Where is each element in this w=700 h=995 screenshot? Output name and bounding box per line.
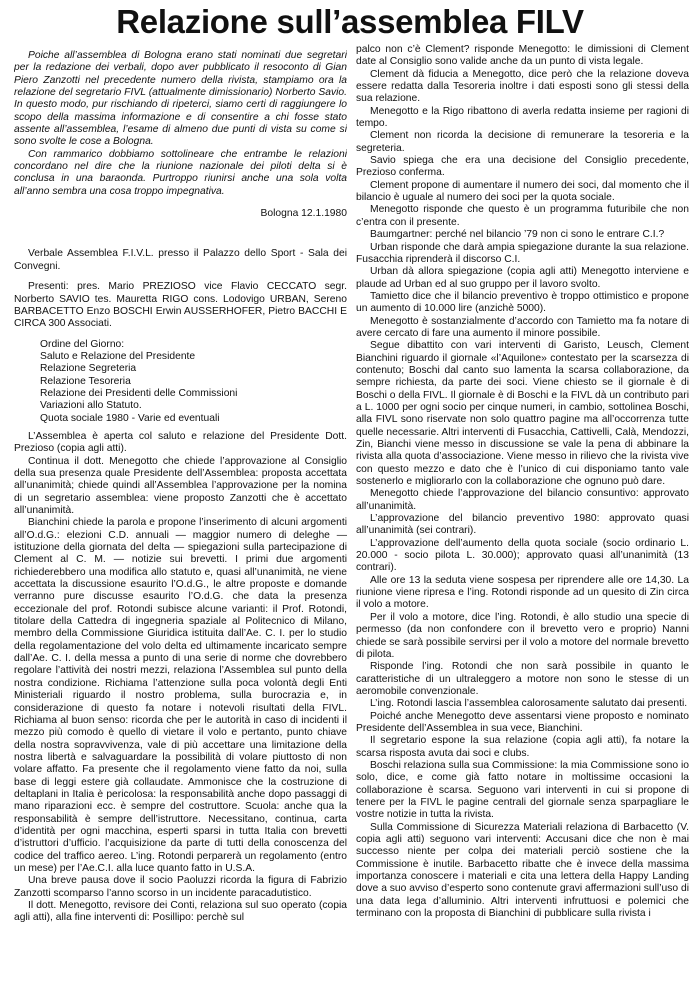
body-paragraph: Il dott. Menegotto, revisore dei Conti, relaziona sul suo operato (copia agli atti), alla fine interventi di: Posillipo: perchè sul <box>14 900 347 924</box>
dateline: Bologna 12.1.1980 <box>260 208 347 220</box>
body-paragraph: Clement non ricorda la decisione di remunerare la tesoreria e la segreteria. <box>356 130 689 154</box>
body-paragraph: palco non c’è Clement? risponde Menegotto: le dimissioni di Clement date al Consiglio sono valide anche da un punto di vista legale. <box>356 44 689 68</box>
body-paragraph: Tamietto dice che il bilancio preventivo è troppo ottimistico e propone un aumento di 10.000 lire (anzichè 5000). <box>356 290 689 315</box>
agenda-item: Variazioni allo Statuto. <box>40 400 142 412</box>
body-paragraph: L’approvazione dell’aumento della quota sociale (socio ordinario L. 20.000 - socio pilota L. 30.000); approvato quasi all’unanimità (13 contrari). <box>356 537 689 574</box>
agenda-item: Saluto e Relazione del Presidente <box>40 350 196 362</box>
intro-paragraph: Poiche all’assemblea di Bologna erano stati nominati due segretari per la redazione dei verbali, dopo aver pubblicato il resoconto di Gian Piero Zanzotti nel precedente numero della rivista, stampiamo ora la relazione del segretario FIVL (attualmente dimissionario) Norberto Savio. In questo modo, pur rischiando di ripeterci, siamo certi di raggiungere lo scopo della massima informazione e di consentire a chi fosse stato assente all’assemblea, l’esame di almeno due punti di vista su come si sono svolte le cose a Bologna. <box>14 50 347 148</box>
body-paragraph: Continua il dott. Menegotto che chiede l’approvazione al Consiglio della sua presenza quale Presidente dell’Assemblea: proposta accettata all’unanimità; chiede quindi all’Assemblea l’approvazione per la nomina di un segretario assemblea: viene proposto Zanzotti che è accettato all’unanimità. <box>14 455 347 516</box>
agenda-item: Relazione Segreteria <box>40 363 137 375</box>
body-paragraph: Savio spiega che era una decisione del Consiglio precedente, Prezioso conferma. <box>356 155 689 179</box>
body-paragraph: Boschi relaziona sulla sua Commissione: la mia Commissione sono io solo, dice, e come già fatto notare in moltissime occasioni la collaborazione è scarsa. Seguono vari interventi in cui si propone di tenere per la FIVL le pagine centrali del giornale senza sparpagliare le vostre notizie in tutta la rivista. <box>356 759 689 821</box>
right-column <box>356 44 689 991</box>
agenda <box>14 339 347 425</box>
body-paragraph: Per il volo a motore, dice l’ing. Rotondi, è allo studio una specie di permesso (da non confondere con il brevetto vero e proprio) Nanni chiede se sarà possibile servirsi per il volo a motore del normale brevetto di pilota. <box>356 611 689 660</box>
article-title: Relazione sull’assemblea FILV <box>116 3 584 40</box>
body-paragraph: Baumgartner: perché nel bilancio ’79 non ci sono le entrare C.I.? <box>370 229 665 241</box>
body-paragraph: L’ing. Rotondi lascia l’assemblea calorosamente salutato dai presenti. <box>370 698 688 710</box>
body-paragraph: Clement dà fiducia a Menegotto, dice però che la relazione doveva essere redatta dalla Tesoreria inoltre i dati esposti sono gli stessi della sua relazione. <box>356 68 689 105</box>
body-paragraph: Menegotto risponde che questo è un programma futuribile che non c’entra con il presente. <box>356 204 689 228</box>
editorial-intro <box>14 50 347 198</box>
verbale-heading: Verbale Assemblea F.I.V.L. presso il Palazzo dello Sport - Sala dei Convegni. <box>14 248 347 272</box>
body-paragraph: Segue dibattito con vari interventi di Garisto, Leusch, Clement Bianchini riguardo il giornale «l’Aquilone» contestato per la scarsezza di contenuto; Boschi dal canto suo lamenta la scarsa collaborazione, da sempre richiesta, da parte dei soci. Viene chiesto se il giornale è di Boschi o della FIVL. Il giornale è di Boschi e la FIVL dà un contributo pari a L. 1000 per ogni socio per cinque numeri, in cambio, sottolinea Boschi, alla FIVL sono riservate non solo quattro pagine ma all’occorrenza tutte quelle necessarie. Altri interventi di Fusacchia, Cattivelli, Calà, Mendozzi, Zin, Bianchi viene messo in discussione se vale la pena di abbinare la rivista alla quota d’associazione. Viene messo in rilievo che la rivista vive con questo mezzo e dato che è l’unico di cui disponiamo tanto vale sostenerlo e migliorarlo con la collaborazione che ognuno può dare. <box>356 340 689 488</box>
agenda-title: Ordine del Giorno: <box>40 338 125 350</box>
body-paragraph: L’Assemblea è aperta col saluto e relazione del Presidente Dott. Prezioso (copia agli atti). <box>14 430 347 455</box>
body-paragraph: Bianchini chiede la parola e propone l’inserimento di alcuni argomenti all’O.d.G.: elezioni C.D. annuali — maggior numero di deleghe — istituzione della giornata del delta — spiegazioni sulla partecipazione di Clement al C. M. — notizie sui brevetti. I primi due argomenti richiederebbero una modifica allo statuto e, quasi all’unanimità, ne viene accettata la discussione esaurito l’O.d.G., le altre proposte e domande verranno pure discusse esaurito l’O.d.G. che data la presenza eccezionale del prof. Rotondi subisce alcune varianti: il Prof. Rotondi, titolare della Cattedra di ingegneria spaziale al Politecnico di Milano, membro della Commissione Giuridica istituita dall’Ae. C. I. per lo studio della regolamentazione del volo delta ed ultimamente incaricato sempre dall’Ae. C. I. della messa a punto di una serie di norme che dovrebbero regolare l’attività dei nostri mezzi, relaziona l’Assemblea sul punto della nostra condizione. Richiama l’attenzione sulla poca volontà degli Enti Ministeriali riguardo il nostro problema, sulla burocrazia e, in considerazione di questo fa notare i notevoli risultati della FIVL. Richiama al buon senso: ricorda che per le autorità in caso di incidenti il mezzo più comodo è quello di vietare il volo e pertanto, punto chiave della nostra sopravvivenza, vale di più accettare una limitazione della nostra libertà e salvaguardare la possibilità di volare piuttosto di non volare affatto. Fa presente che il regolamento viene fatto da noi, sulla base di leggi estere già collaudate. Ammonisce che la costruzione di deltaplani in Italia è pericolosa: la responsabilità anche dopo passaggi di mano riparazioni ecc. è sempre del costruttore. Scuola: anche qua la responsabilità è sempre dell’istruttore. Necessitano, continua, carta d’identità per ogni macchina, esperti sparsi in tutta Italia con brevetti d’istruttori d’ufficio. l’acquisizione da parte di tutti della conoscenza del codice del traffico aereo. L’ing. Rotondi perparerà un regolamento (entro un mese) per l’Ae.C.I. alla luce quanto fatto in U.S.A. <box>14 517 347 874</box>
agenda-item: Quota sociale 1980 - Varie ed eventuali <box>40 412 220 424</box>
agenda-item: Relazione dei Presidenti delle Commissioni <box>40 387 238 399</box>
body-paragraph: L’approvazione del bilancio preventivo 1980: approvato quasi all’unanimità (sei contrari). <box>356 513 689 537</box>
body-paragraph: Alle ore 13 la seduta viene sospesa per riprendere alle ore 14,30. La riunione viene ripresa e l’ing. Rotondi risponde ad un quesito di Zin circa il volo a motore. <box>356 574 689 611</box>
body-paragraph: Menegotto e la Rigo ribattono di averla redatta insieme per ragioni di tempo. <box>356 105 689 130</box>
body-paragraph: Sulla Commissione di Sicurezza Materiali relaziona di Barbacetto (V. copia agli atti) seguono vari interventi: Accusani dice che non è mai successo niente per colpa dei materiali perciò sostiene che la Commissione è inutile. Barbacetto ribatte che è invece della massima importanza conoscere i materiali e cita una lettera della Happy Landing dove a suo avviso d’esperto sono contenute gravi affermazioni sull’uso di una data lega d’alluminio. Altri interventi infruttuosi e polemici che terminano con la proposta di Bianchini di pubblicare sulla rivista i <box>356 821 689 920</box>
body-paragraph: Il segretario espone la sua relazione (copia agli atti), fa notare la scarsa risposta avuta dai soci e clubs. <box>356 735 689 759</box>
intro-paragraph: Con rammarico dobbiamo sottolineare che entrambe le relazioni concordano nel dire che la riunione nazionale dei piloti delta si è conclusa in una baraonda. Purtroppo riunirsi anche una sola volta all’anno sembra una cosa troppo impegnativa. <box>14 148 347 197</box>
body-paragraph: Poiché anche Menegotto deve assentarsi viene proposto e nominato Presidente dell’Assemblea in sua vece, Bianchini. <box>356 710 689 734</box>
body-paragraph: Una breve pausa dove il socio Paoluzzi ricorda la figura di Fabrizio Zanzotti scomparso l’anno scorso in un incidente paracadutistico. <box>14 875 347 899</box>
agenda-list <box>40 351 347 425</box>
agenda-item: Relazione Tesoreria <box>40 375 131 387</box>
left-body-text <box>14 431 347 925</box>
body-paragraph: Menegotto chiede l’approvazione del bilancio consuntivo: approvato all’unanimità. <box>356 488 689 512</box>
body-paragraph: Menegotto è sostanzialmente d’accordo con Tamietto ma fa notare di avere cercato di fare una aumento il minore possibile. <box>356 315 689 339</box>
body-paragraph: Risponde l’ing. Rotondi che non sarà possibile in quanto le caratteristiche di un ultraleggero a motore non sono le stesse di un aeromobile convenzionale. <box>356 661 689 697</box>
body-paragraph: Clement propone di aumentare il numero dei soci, dal momento che il bilancio è uguale al numero dei soci per la quota sociale. <box>356 179 689 204</box>
body-paragraph: Urban dà allora spiegazione (copia agli atti) Menegotto interviene e plaude ad Urban ed al suo gruppo per il lavoro svolto. <box>356 266 689 290</box>
body-paragraph: Urban risponde che darà ampia spiegazione durante la sua relazione. Fusacchia riprenderà il discorso C.I. <box>356 241 689 265</box>
left-column <box>14 46 347 991</box>
attendees-paragraph: Presenti: pres. Mario PREZIOSO vice Flavio CECCATO segr. Norberto SAVIO tes. Mauretta RIGO cons. Lodovigo URBAN, Sereno BARBACETTO Enzo BOSCHI Erwin AUSSERHOFER, Pietro BACCHI E CIRCA 300 Associati. <box>14 281 347 330</box>
